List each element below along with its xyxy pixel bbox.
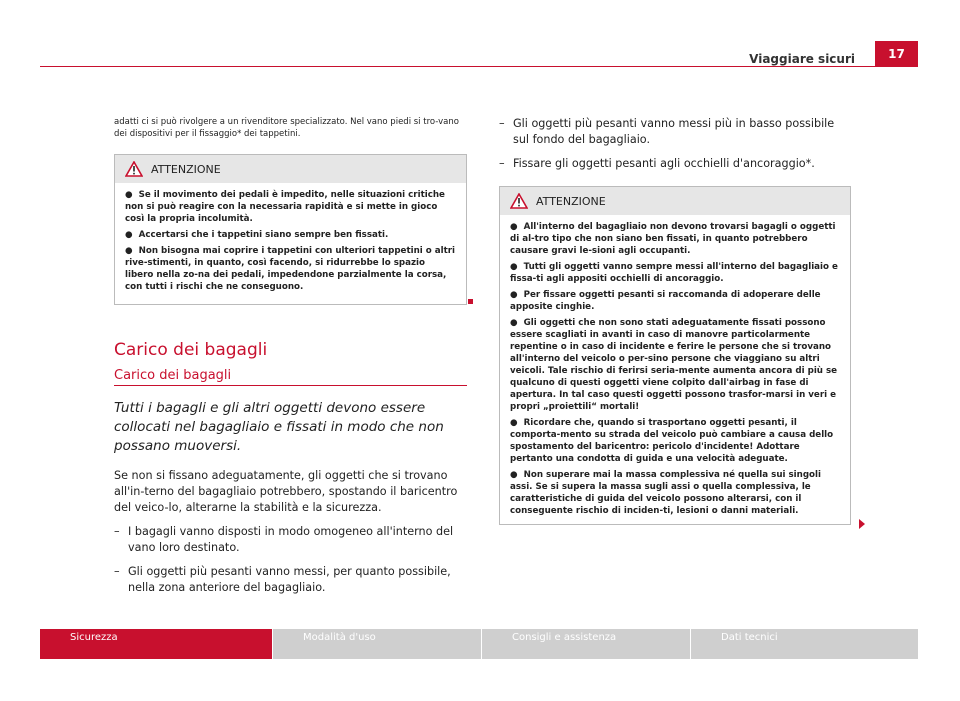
footer-tab-label: Consigli e assistenza [512, 632, 617, 643]
bullet: ● [125, 246, 133, 256]
list-item-text: I bagagli vanno disposti in modo omogeneo all'interno del vano loro destinato. [128, 525, 454, 554]
warning-item-text: Se il movimento dei pedali è impedito, nelle situazioni critiche non si può reagire con la necessaria rapidità e si mette in gioco così la propria incolumità. [125, 190, 445, 224]
body-paragraph: Se non si fissano adeguatamente, gli oggetti che si trovano all'in-terno del bagagliaio potrebbero, spostando il baricentro del veico-lo, alterarne la stabilità e la sicurezza. [114, 469, 458, 514]
page-number: 17 [875, 41, 918, 67]
dash-marker: – [114, 565, 120, 578]
warning-box-luggage [499, 186, 851, 525]
bullet: ● [510, 222, 518, 232]
end-of-warning-marker [468, 299, 473, 304]
intro-paragraph: adatti ci si può rivolgere a un rivenditore specializzato. Nel vano piedi si tro-vano dei dispositivi per il fissaggio* dei tappetini. [114, 117, 459, 139]
list-item [499, 156, 851, 172]
dash-marker: – [499, 117, 505, 130]
dash-marker: – [499, 157, 505, 170]
footer-tab-sicurezza[interactable] [40, 629, 272, 659]
continue-arrow-icon [859, 519, 865, 529]
warning-item-text: Ricordare che, quando si trasportano oggetti pesanti, il comporta-mento su strada del veicolo può cambiare a causa dello spostamento del baricentro: pericolo d'incidente! Adottare pertanto una condotta di guida e una velocità adeguate. [510, 418, 834, 464]
footer-tab-label: Modalità d'uso [303, 632, 376, 643]
warning-title: ATTENZIONE [536, 194, 606, 208]
warning-item [125, 229, 456, 241]
warning-header [500, 187, 850, 215]
warning-title: ATTENZIONE [151, 162, 221, 176]
warning-item [510, 289, 840, 313]
warning-item [510, 261, 840, 285]
running-header-title: Viaggiare sicuri [749, 52, 855, 66]
warning-item [510, 221, 840, 257]
bullet: ● [510, 318, 518, 328]
dash-marker: – [114, 525, 120, 538]
lead-paragraph: Tutti i bagagli e gli altri oggetti devono essere collocati nel bagagliaio e fissati in modo che non possano muoversi. [114, 400, 444, 454]
warning-item [510, 417, 840, 465]
list-item-text: Fissare gli oggetti pesanti agli occhielli d'ancoraggio*. [513, 157, 815, 170]
left-column [114, 116, 467, 596]
warning-item [125, 189, 456, 225]
bullet: ● [510, 290, 518, 300]
warning-item [125, 245, 456, 293]
bullet: ● [510, 262, 518, 272]
warning-item-text: All'interno del bagagliaio non devono trovarsi bagagli o oggetti di al-tro tipo che non siano ben fissati, in quanto potrebbero causare gravi le-sioni agli occupanti. [510, 222, 836, 256]
section-title: Carico dei bagagli [114, 340, 268, 360]
header-rule [40, 66, 875, 67]
warning-item-text: Tutti gli oggetti vanno sempre messi all'interno del bagagliaio e fissa-ti agli appositi occhielli di ancoraggio. [510, 262, 838, 284]
warning-body [115, 183, 466, 304]
bullet: ● [510, 470, 518, 480]
warning-triangle-icon [510, 193, 528, 209]
warning-item-text: Gli oggetti che non sono stati adeguatamente fissati possono essere scagliati in avanti in caso di manovre particolarmente repentine o in caso di incidente e ferire le persone che si trovano all'interno del veicolo o per-sino persone che viaggiano su altri veicoli. Tale rischio di ferirsi seria-mente aumenta ancora di più se qualcuno di questi oggetti viene colpito dall'airbag in fase di apertura. In tal caso questi oggetti possono trasfor-marsi in veri e propri „proiettili“ mortali! [510, 318, 838, 412]
bullet: ● [125, 230, 133, 240]
warning-item [510, 317, 840, 413]
warning-item-text: Non superare mai la massa complessiva né quella sui singoli assi. Se si supera la massa sugli assi o quella complessiva, le caratteristiche di guida del veicolo possono alterarsi, con il conseguente rischio di inciden-ti, lesioni o danni materiali. [510, 470, 821, 516]
list-item [114, 564, 467, 596]
footer-tab-modalita-duso[interactable] [273, 629, 481, 659]
footer-tab-dati-tecnici[interactable] [691, 629, 918, 659]
list-item [114, 524, 467, 556]
right-column [499, 116, 851, 525]
warning-item-text: Accertarsi che i tappetini siano sempre ben fissati. [138, 230, 389, 240]
warning-item-text: Non bisogna mai coprire i tappetini con ulteriori tappetini o altri rive-stimenti, in quanto, così facendo, si ridurrebbe lo spazio libero nella zo-na dei pedali, impedendone parzialmente la corsa, con tutti i rischi che ne conseguono. [125, 246, 456, 292]
bullet: ● [125, 190, 133, 200]
warning-triangle-icon [125, 161, 143, 177]
warning-item-text: Per fissare oggetti pesanti si raccomanda di adoperare delle apposite cinghie. [510, 290, 821, 312]
warning-header [115, 155, 466, 183]
list-item-text: Gli oggetti più pesanti vanno messi più in basso possibile sul fondo del bagagliaio. [513, 117, 835, 146]
list-item-text: Gli oggetti più pesanti vanno messi, per quanto possibile, nella zona anteriore del bagagliaio. [128, 565, 451, 594]
warning-item [510, 469, 840, 517]
footer-tab-consigli-assistenza[interactable] [482, 629, 690, 659]
footer-tab-label: Sicurezza [70, 632, 118, 643]
footer-tab-label: Dati tecnici [721, 632, 778, 643]
list-item [499, 116, 851, 148]
bullet: ● [510, 418, 518, 428]
warning-body [500, 215, 850, 524]
warning-box-pedals [114, 154, 467, 305]
subsection-title: Carico dei bagagli [114, 368, 467, 386]
